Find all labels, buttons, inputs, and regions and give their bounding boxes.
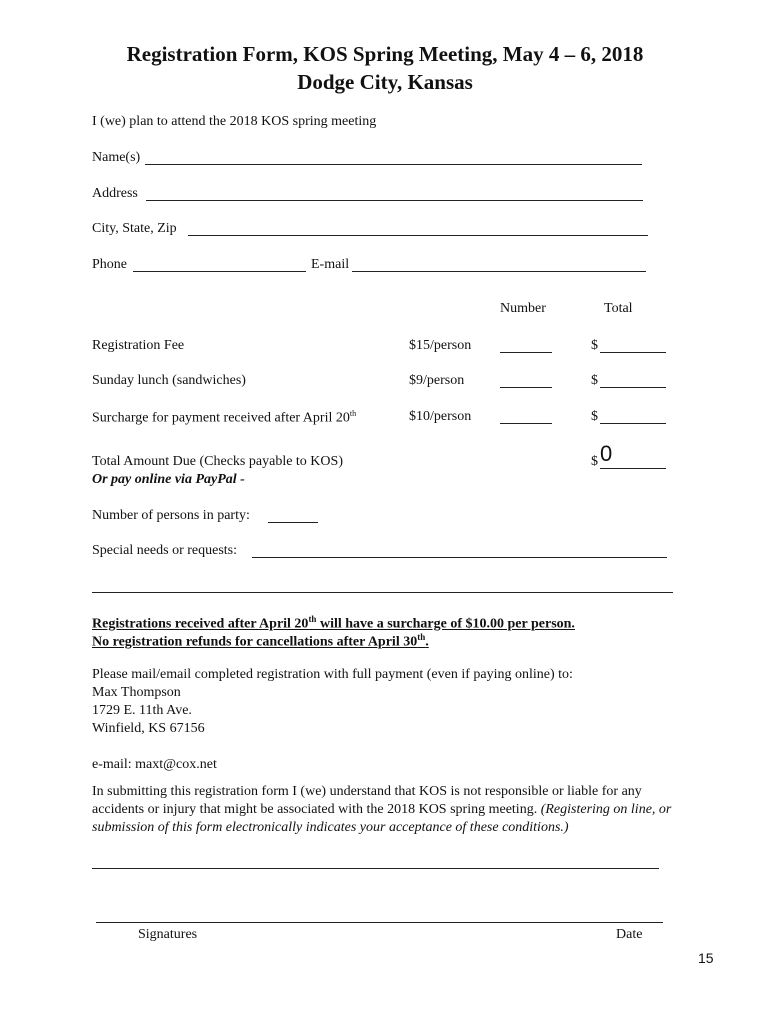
city-line: [188, 235, 648, 236]
liability-text: In submitting this registration form I (we) understand that KOS is not responsible or liable for any accidents or injury that might be associated with the 2018 KOS spring meeting. (Registering on line, or submission of this form electronically indicates your acceptance of these conditions.): [92, 784, 672, 835]
phone-line: [133, 271, 306, 272]
party-input[interactable]: [269, 504, 321, 522]
special-line-2: [92, 592, 673, 593]
signature-line-1: [92, 868, 659, 869]
city-label: City, State, Zip: [92, 221, 177, 236]
signature-input-1[interactable]: [93, 850, 662, 868]
surcharge-number-input[interactable]: [500, 405, 554, 423]
phone-input[interactable]: [135, 253, 308, 271]
total-due-label: Total Amount Due (Checks payable to KOS): [92, 454, 343, 469]
number-column-header: Number: [500, 301, 546, 316]
surcharge-number-line: [500, 423, 552, 424]
surcharge-total-line: [600, 423, 666, 424]
mail-city: Winfield, KS 67156: [92, 721, 205, 736]
lunch-number-line: [500, 387, 552, 388]
special-label: Special needs or requests:: [92, 543, 238, 558]
lunch-number-input[interactable]: [500, 369, 554, 387]
address-input[interactable]: [148, 182, 645, 200]
special-input[interactable]: [253, 539, 670, 557]
special-line: [252, 557, 667, 558]
surcharge-currency: $: [591, 409, 598, 424]
names-label: Name(s): [92, 150, 141, 165]
surcharge-notice: Registrations received after April 20th will have a surcharge of $10.00 per person.: [92, 614, 575, 632]
total-due-line: [600, 468, 666, 469]
signatures-label: Signatures: [138, 927, 198, 942]
city-input[interactable]: [190, 217, 650, 235]
intro-text: I (we) plan to attend the 2018 KOS spring meeting: [92, 114, 377, 129]
total-currency: $: [591, 454, 598, 469]
surcharge-label: Surcharge for payment received after April 20th: [92, 409, 357, 426]
paypal-label: Or pay online via PayPal -: [92, 472, 245, 487]
mail-instruction: Please mail/email completed registration with full payment (even if paying online) to:: [92, 667, 573, 682]
total-due-input[interactable]: [600, 441, 666, 467]
signature-input-2[interactable]: [97, 904, 666, 922]
signature-line-2: [96, 922, 663, 923]
names-line: [145, 164, 642, 165]
registration-total-line: [600, 352, 666, 353]
address-line: [146, 200, 643, 201]
party-label: Number of persons in party:: [92, 508, 250, 523]
surcharge-price: $10/person: [409, 409, 472, 424]
lunch-total-line: [600, 387, 666, 388]
lunch-total-input[interactable]: [601, 369, 669, 387]
registration-fee-price: $15/person: [409, 338, 472, 353]
names-input[interactable]: [147, 146, 644, 164]
registration-currency: $: [591, 338, 598, 353]
mail-name: Max Thompson: [92, 685, 181, 700]
refund-notice: No registration refunds for cancellations after April 30th.: [92, 632, 429, 650]
email-input[interactable]: [354, 253, 648, 271]
date-label: Date: [616, 927, 643, 942]
special-input-2[interactable]: [93, 574, 676, 592]
email-label: E-mail: [311, 257, 350, 272]
page-number: 15: [698, 950, 714, 966]
mail-street: 1729 E. 11th Ave.: [92, 703, 192, 718]
email-line: [352, 271, 646, 272]
lunch-currency: $: [591, 373, 598, 388]
phone-label: Phone: [92, 257, 127, 272]
registration-fee-label: Registration Fee: [92, 338, 185, 353]
lunch-label: Sunday lunch (sandwiches): [92, 373, 246, 388]
registration-number-input[interactable]: [500, 334, 554, 352]
mail-email: e-mail: maxt@cox.net: [92, 757, 217, 772]
lunch-price: $9/person: [409, 373, 465, 388]
surcharge-total-input[interactable]: [601, 405, 669, 423]
total-column-header: Total: [604, 301, 633, 316]
address-label: Address: [92, 186, 138, 201]
form-title-line2: Dodge City, Kansas: [297, 70, 473, 94]
registration-number-line: [500, 352, 552, 353]
registration-total-input[interactable]: [601, 334, 669, 352]
form-title-line1: Registration Form, KOS Spring Meeting, May 4 – 6, 2018: [126, 42, 644, 66]
party-line: [268, 522, 318, 523]
